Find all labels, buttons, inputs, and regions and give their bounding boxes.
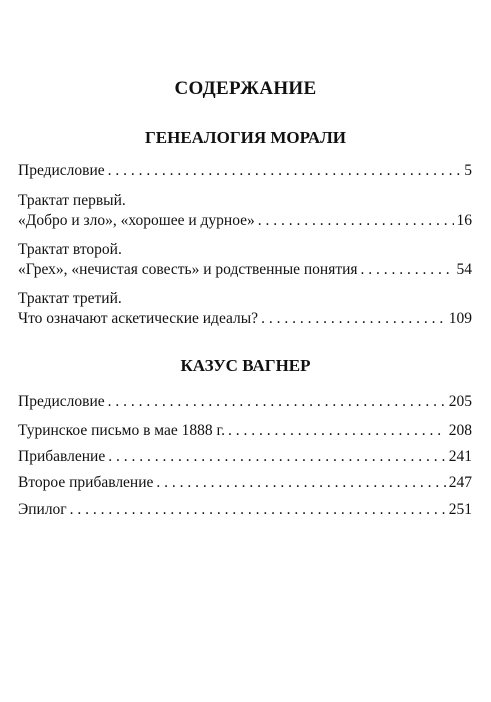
- toc-entry-line: [18, 392, 472, 412]
- toc-entry-page: 5: [464, 162, 472, 179]
- toc-entry-title: Прибавление: [18, 448, 106, 465]
- toc-entry-page: 16: [456, 212, 472, 229]
- toc-entry-line: [18, 473, 472, 493]
- dot-leader: [108, 392, 446, 412]
- toc-entry-title: Второе прибавление: [18, 474, 154, 491]
- dot-leader: [70, 500, 446, 520]
- toc-entry-line: [18, 447, 472, 467]
- toc-entry-page: 205: [448, 393, 472, 410]
- toc-entry-page: 251: [448, 501, 472, 518]
- toc-entry-line: [18, 309, 472, 329]
- toc-entry-title: Эпилог: [18, 501, 67, 518]
- toc-entry-page: 109: [448, 310, 472, 327]
- toc-entry-heading: Трактат первый.: [18, 192, 126, 209]
- toc-entry: [18, 240, 472, 280]
- page-title: СОДЕРЖАНИЕ: [174, 78, 317, 99]
- toc-entry: [18, 191, 472, 231]
- dot-leader: [156, 473, 445, 493]
- toc-entry-title: Предисловие: [18, 162, 105, 179]
- toc-entry: [18, 447, 472, 467]
- toc-entry: [18, 161, 472, 181]
- toc-entry: [18, 500, 472, 520]
- toc-entry-title: Предисловие: [18, 393, 105, 410]
- toc-entry-heading: Трактат второй.: [18, 241, 122, 258]
- dot-leader: [258, 211, 454, 231]
- toc-entry: [18, 289, 472, 329]
- toc-entry: [18, 473, 472, 493]
- toc-entry-page: 54: [456, 261, 472, 278]
- toc-entry-title: «Грех», «нечистая совесть» и родственные понятия: [18, 261, 358, 278]
- dot-leader: [108, 447, 446, 467]
- toc-entry-line: [18, 161, 472, 181]
- toc-entry: [18, 392, 472, 412]
- dot-leader: [261, 309, 446, 329]
- toc-entry-heading: Трактат третий.: [18, 290, 122, 307]
- dot-leader: [108, 161, 462, 181]
- dot-leader: [361, 260, 454, 280]
- toc-entry-line: [18, 260, 472, 280]
- toc-entry-title: Туринское письмо в мае 1888 г.: [18, 422, 225, 439]
- toc-entry-line: [18, 500, 472, 520]
- toc-entry: [18, 421, 472, 441]
- toc-entry-line: [18, 211, 472, 231]
- toc-entry-page: 208: [448, 422, 472, 439]
- toc-entry-page: 247: [448, 474, 472, 491]
- dot-leader: [228, 421, 446, 441]
- section-heading-genealogy: ГЕНЕАЛОГИЯ МОРАЛИ: [144, 128, 347, 147]
- toc-entry-page: 241: [448, 448, 472, 465]
- section-heading-wagner: КАЗУС ВАГНЕР: [180, 356, 311, 375]
- toc-entry-line: [18, 421, 472, 441]
- toc-entry-title: «Добро и зло», «хорошее и дурное»: [18, 212, 255, 229]
- toc-entry-title: Что означают аскетические идеалы?: [18, 310, 259, 327]
